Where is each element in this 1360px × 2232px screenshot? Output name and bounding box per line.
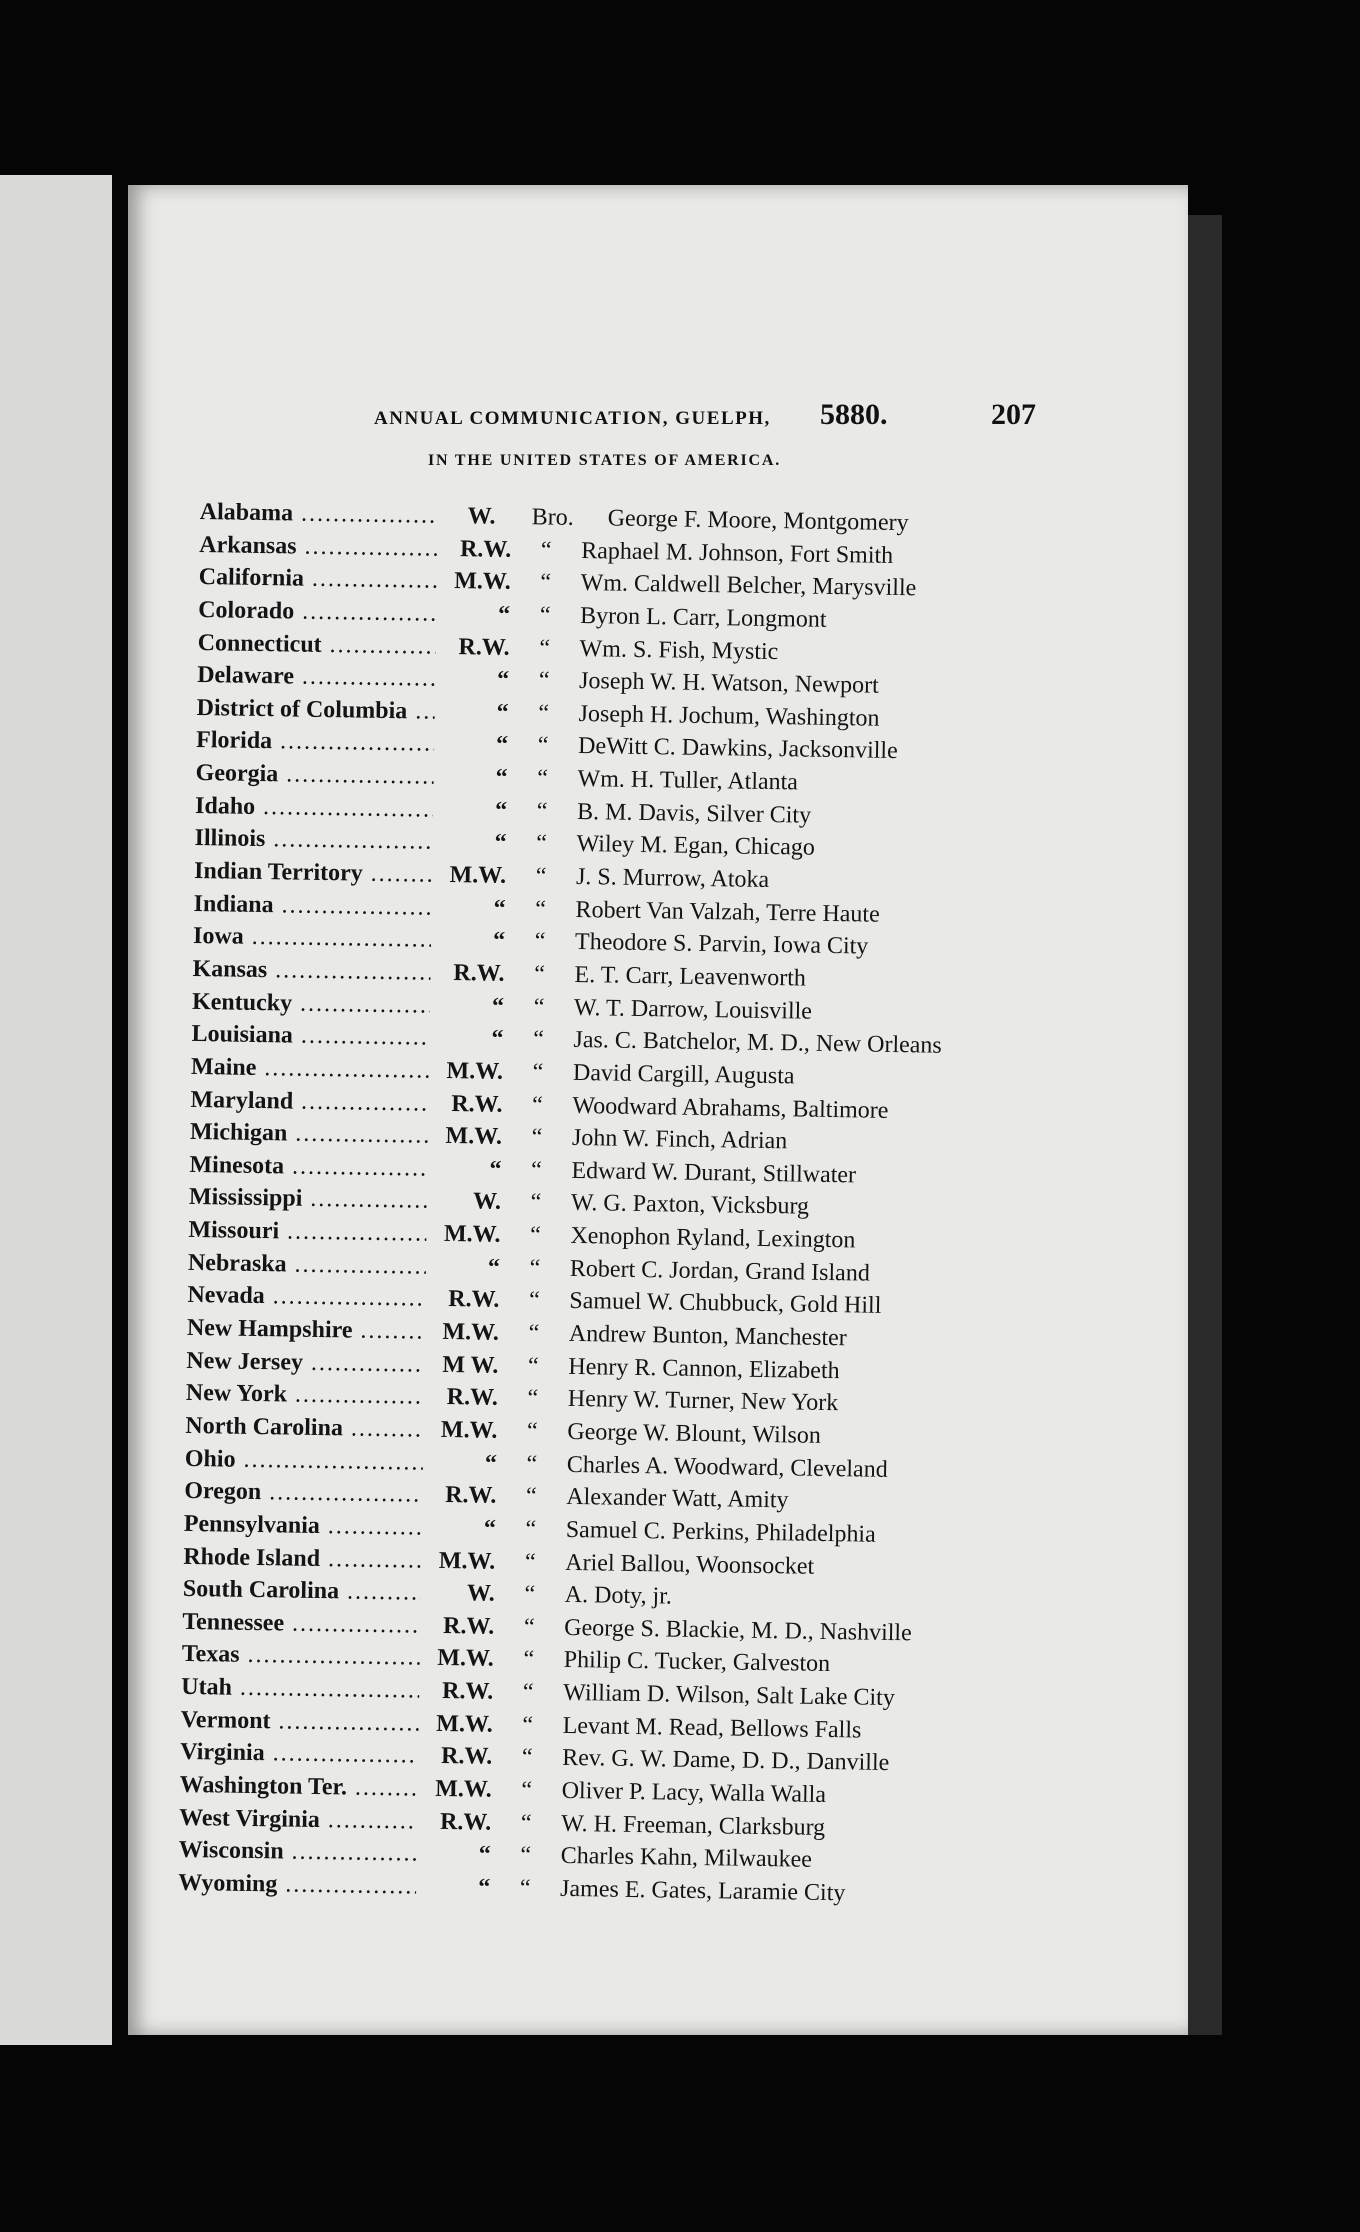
state-name: Wisconsin ..... xyxy=(178,1834,416,1870)
representative-name: George W. Blount, Wilson xyxy=(567,1418,822,1449)
rank: W. xyxy=(467,503,496,530)
rank: R.W. xyxy=(444,1482,497,1509)
rank: “ xyxy=(491,1025,504,1053)
running-title: ANNUAL COMMUNICATION, GUELPH, xyxy=(374,408,771,429)
representative-name: Raphael M. Johnson, Fort Smith xyxy=(580,537,894,569)
representative-name: Theodore S. Parvin, Iowa City xyxy=(574,929,869,960)
state-name: Vermont ..... xyxy=(181,1704,419,1740)
title: “ xyxy=(528,1320,540,1347)
representative-name: Robert C. Jordan, Grand Island xyxy=(569,1255,871,1287)
rank: “ xyxy=(483,1515,497,1542)
title: Bro. xyxy=(531,504,574,531)
state-name: Iowa ..... xyxy=(193,920,431,956)
state-name: Illinois ..... xyxy=(194,822,432,858)
rank: M.W. xyxy=(446,1057,504,1085)
state-name: West Virginia ..... xyxy=(179,1801,417,1837)
state-name: Arkansas ..... xyxy=(199,529,437,565)
title: “ xyxy=(530,1157,542,1184)
title: “ xyxy=(521,1744,533,1771)
rank: “ xyxy=(497,601,511,628)
rank: “ xyxy=(493,895,506,922)
title: “ xyxy=(520,1842,532,1869)
title: “ xyxy=(527,1352,539,1380)
representative-name: Andrew Bunton, Manchester xyxy=(568,1320,847,1352)
state-name: Indiana ..... xyxy=(193,888,431,924)
representative-name: Ariel Ballou, Woonsocket xyxy=(565,1549,815,1580)
rank: M.W. xyxy=(440,1416,498,1444)
rank: “ xyxy=(487,1254,501,1281)
title: “ xyxy=(529,1222,541,1249)
state-name: Idaho ..... xyxy=(195,790,433,826)
section-heading: IN THE UNITED STATES OF AMERICA. xyxy=(428,452,782,469)
title: “ xyxy=(536,798,548,825)
rank: W. xyxy=(466,1580,495,1607)
title: “ xyxy=(536,830,548,857)
representative-name: Alexander Watt, Amity xyxy=(566,1484,789,1514)
representative-name: Edward W. Durant, Stillwater xyxy=(571,1157,857,1189)
state-name: Utah ..... xyxy=(181,1671,419,1707)
previous-page-edge xyxy=(0,175,112,2045)
representative-name: Samuel W. Chubbuck, Gold Hill xyxy=(569,1288,882,1320)
state-name: Minesota ..... xyxy=(189,1149,427,1185)
title: “ xyxy=(527,1385,539,1412)
representative-name: Joseph H. Jochum, Washington xyxy=(578,700,880,732)
rank: W. xyxy=(472,1188,502,1216)
representative-name: Wiley M. Egan, Chicago xyxy=(576,831,816,862)
representative-name: Byron L. Carr, Longmont xyxy=(579,602,827,633)
title: “ xyxy=(524,1581,536,1608)
rank: “ xyxy=(491,993,505,1020)
representative-name: Charles A. Woodward, Cleveland xyxy=(566,1451,888,1483)
representative-name: W. H. Freeman, Clarksburg xyxy=(560,1810,826,1841)
rank: “ xyxy=(477,1874,491,1901)
title: “ xyxy=(521,1777,533,1804)
rank: “ xyxy=(484,1450,498,1477)
state-name: Connecticut ..... xyxy=(197,627,435,663)
representative-name: Levant M. Read, Bellows Falls xyxy=(562,1712,862,1744)
rank: “ xyxy=(496,699,509,726)
state-name: Oregon ..... xyxy=(184,1475,422,1511)
title: “ xyxy=(529,1255,541,1282)
title: “ xyxy=(531,1124,543,1151)
state-name: Florida ..... xyxy=(196,724,434,760)
rank: M.W. xyxy=(454,568,511,596)
page-number: 207 xyxy=(991,398,1036,431)
representative-name: Charles Kahn, Milwaukee xyxy=(560,1843,813,1874)
title: “ xyxy=(533,993,545,1021)
rank: “ xyxy=(495,732,509,759)
book-spine-edge xyxy=(1188,215,1222,2035)
state-name: Texas ..... xyxy=(182,1638,420,1674)
representative-name: Wm. S. Fish, Mystic xyxy=(579,635,779,665)
state-name: Pennsylvania ..... xyxy=(184,1508,422,1544)
rank: R.W. xyxy=(442,1612,495,1640)
year: 5880. xyxy=(820,398,888,431)
state-name: Georgia ..... xyxy=(195,757,433,793)
rank: “ xyxy=(495,764,508,791)
state-name: New York ..... xyxy=(186,1377,424,1413)
title: “ xyxy=(537,765,549,792)
title: “ xyxy=(540,537,552,564)
representative-name: J. S. Murrow, Atoka xyxy=(575,864,770,894)
representative-name: DeWitt C. Dawkins, Jacksonville xyxy=(577,733,898,765)
rank: R.W. xyxy=(459,535,512,563)
representatives-list xyxy=(178,496,1100,1914)
rank: “ xyxy=(496,666,510,694)
representative-name: W. G. Paxton, Vicksburg xyxy=(570,1190,810,1221)
state-name: Tennessee ..... xyxy=(182,1606,420,1642)
representative-name: Jas. C. Batchelor, M. D., New Orleans xyxy=(573,1027,942,1059)
state-name: District of Columbia ..... xyxy=(196,692,434,728)
representative-name: David Cargill, Augusta xyxy=(572,1059,795,1090)
state-name: Rhode Island ..... xyxy=(183,1540,421,1576)
representative-name: James E. Gates, Laramie City xyxy=(559,1875,846,1907)
rank: “ xyxy=(478,1841,491,1868)
state-name: Alabama ..... xyxy=(199,496,437,532)
title: “ xyxy=(519,1875,531,1902)
title: “ xyxy=(533,961,546,988)
rank: M.W. xyxy=(436,1710,493,1738)
representative-name: Joseph W. H. Watson, Newport xyxy=(578,668,879,699)
rank: M.W. xyxy=(443,1221,501,1248)
representative-name: George S. Blackie, M. D., Nashville xyxy=(564,1614,912,1647)
title: “ xyxy=(540,569,552,596)
title: “ xyxy=(526,1418,538,1445)
title: “ xyxy=(535,863,547,890)
representative-name: Wm. H. Tuller, Atlanta xyxy=(577,766,799,796)
title: “ xyxy=(532,1026,545,1053)
rank: M.W. xyxy=(442,1318,500,1346)
representative-name: Henry R. Cannon, Elizabeth xyxy=(568,1353,840,1384)
representative-name: Rev. G. W. Dame, D. D., Danville xyxy=(562,1745,890,1777)
representative-name: E. T. Carr, Leavenworth xyxy=(574,961,807,992)
title: “ xyxy=(531,1091,544,1118)
representative-name: Henry W. Turner, New York xyxy=(567,1386,839,1417)
rank: R.W. xyxy=(451,1090,503,1118)
representative-name: Samuel C. Perkins, Philadelphia xyxy=(565,1516,876,1548)
representative-name: W. T. Darrow, Louisville xyxy=(573,994,813,1025)
representative-name: John W. Finch, Adrian xyxy=(571,1125,788,1155)
rank: R.W. xyxy=(440,1743,493,1771)
rank: R.W. xyxy=(441,1678,494,1705)
rank: M.W. xyxy=(435,1775,492,1803)
title: “ xyxy=(534,928,546,955)
title: “ xyxy=(539,634,551,662)
state-name: South Carolina ..... xyxy=(183,1573,421,1609)
title: “ xyxy=(522,1679,534,1706)
representative-name: Wm. Caldwell Belcher, Marysville xyxy=(580,570,917,602)
representative-name: George F. Moore, Montgomery xyxy=(607,505,909,537)
title: “ xyxy=(526,1450,538,1477)
representative-name: Philip C. Tucker, Galveston xyxy=(563,1647,831,1678)
representative-name: Xenophon Ryland, Lexington xyxy=(570,1223,856,1254)
state-name: Maine ..... xyxy=(191,1051,429,1087)
state-name: Nebraska ..... xyxy=(188,1247,426,1283)
title: “ xyxy=(520,1809,532,1836)
rank: R.W. xyxy=(448,1286,500,1314)
state-name: North Carolina ..... xyxy=(185,1410,423,1446)
state-name: Ohio ..... xyxy=(185,1442,423,1478)
title: “ xyxy=(525,1516,537,1543)
title: “ xyxy=(532,1059,544,1086)
state-name: Indian Territory ..... xyxy=(194,855,432,891)
title: “ xyxy=(538,667,550,694)
page-header xyxy=(374,400,1050,440)
title: “ xyxy=(524,1548,536,1575)
state-name: Wyoming ..... xyxy=(178,1867,416,1903)
state-name: Colorado ..... xyxy=(198,594,436,630)
representative-name: A. Doty, jr. xyxy=(564,1582,673,1610)
title: “ xyxy=(525,1483,537,1510)
title: “ xyxy=(528,1287,540,1314)
state-name: New Jersey ..... xyxy=(186,1345,424,1381)
state-name: California ..... xyxy=(198,561,436,597)
rank: “ xyxy=(489,1156,502,1183)
state-name: Kentucky ..... xyxy=(192,986,430,1022)
state-name: Michigan ..... xyxy=(190,1116,428,1152)
rank: “ xyxy=(494,830,507,857)
title: “ xyxy=(539,602,551,629)
representative-name: Robert Van Valzah, Terre Haute xyxy=(575,896,880,928)
state-name: Delaware ..... xyxy=(197,659,435,695)
rank: M W. xyxy=(442,1351,499,1379)
rank: M.W. xyxy=(449,862,507,889)
state-name: Maryland ..... xyxy=(190,1083,428,1119)
rank: M.W. xyxy=(438,1547,496,1575)
title: “ xyxy=(523,1646,535,1673)
title: “ xyxy=(535,896,547,923)
state-name: Kansas ..... xyxy=(192,953,430,989)
rank: R.W. xyxy=(439,1808,492,1836)
rank: “ xyxy=(492,927,506,955)
state-name: Virginia ..... xyxy=(180,1736,418,1772)
title: “ xyxy=(530,1189,542,1216)
representative-name: B. M. Davis, Silver City xyxy=(576,798,812,829)
representative-name: Oliver P. Lacy, Walla Walla xyxy=(561,1777,827,1808)
representative-name: William D. Wilson, Salt Lake City xyxy=(563,1679,896,1712)
title: “ xyxy=(538,700,550,727)
rank: M.W. xyxy=(437,1645,494,1673)
rank: R.W. xyxy=(458,633,510,661)
state-name: Washington Ter. ..... xyxy=(179,1769,417,1805)
title: “ xyxy=(523,1614,535,1641)
state-name: New Hampshire ..... xyxy=(187,1312,425,1348)
rank: M.W. xyxy=(445,1123,503,1150)
rank: R.W. xyxy=(453,960,505,987)
title: “ xyxy=(522,1711,534,1739)
state-name: Nevada ..... xyxy=(187,1279,425,1315)
rank: R.W. xyxy=(446,1384,499,1412)
state-name: Missouri ..... xyxy=(188,1214,426,1250)
state-name: Louisiana ..... xyxy=(191,1018,429,1054)
title: “ xyxy=(537,732,549,759)
rank: “ xyxy=(494,797,508,824)
state-name: Mississippi ..... xyxy=(189,1181,427,1217)
representative-name: Woodward Abrahams, Baltimore xyxy=(572,1092,889,1124)
